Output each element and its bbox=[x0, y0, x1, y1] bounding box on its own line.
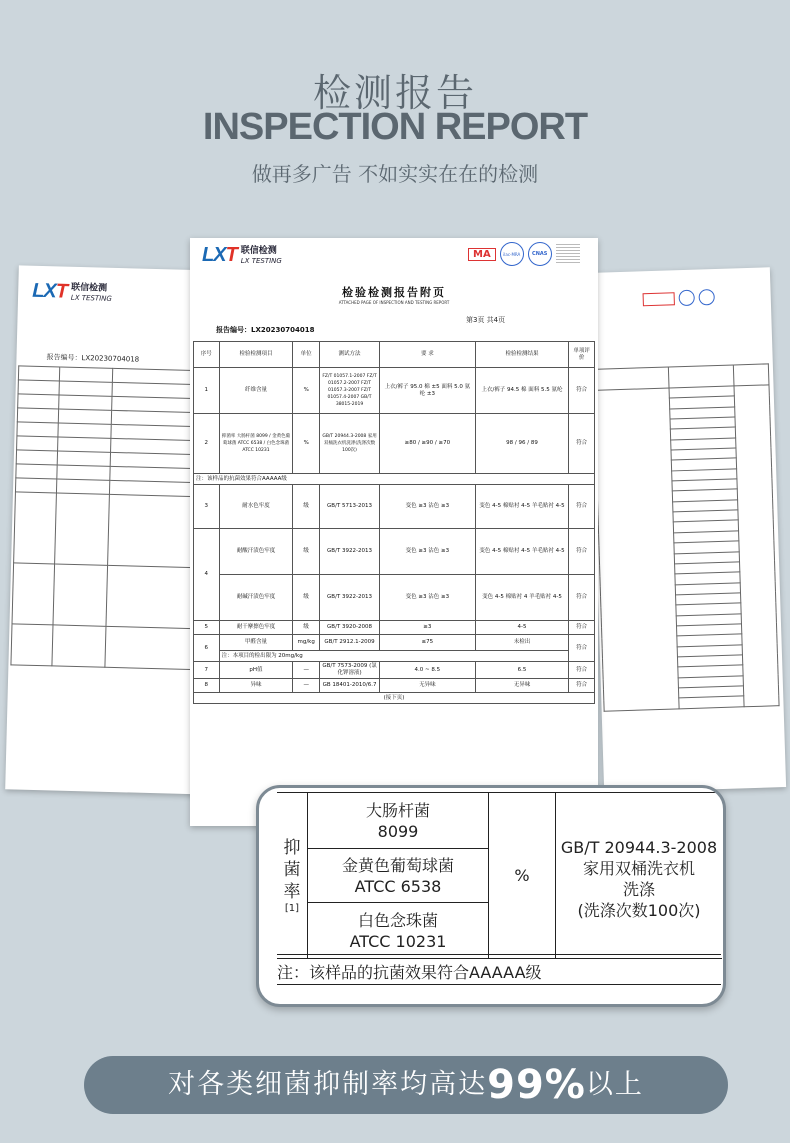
table-note: 注：本项目的检出限为 20mg/kg bbox=[219, 651, 569, 662]
table-header-row: 序号 检验检测项目 单位 测试方法 要 求 检验检测结果 单项评价 bbox=[194, 342, 595, 368]
banner-text-after: 以上 bbox=[585, 1069, 644, 1100]
results-table bbox=[193, 341, 595, 704]
cma-seal-icon bbox=[643, 292, 675, 306]
zoom-note: 注：该样品的抗菌效果符合AAAAA级 bbox=[277, 963, 542, 982]
brand-logo bbox=[32, 280, 112, 305]
report-number: 报告编号：LX20230704018 bbox=[216, 326, 315, 334]
table-row: 8 异味 — GB 18401-2010/6.7 无异味 无异味 符合 bbox=[194, 679, 595, 693]
table-row: 4 耐酸汗渍色牢度 级 GB/T 3922-2013 变色 ≥3 沾色 ≥3 变色 4-5 棉贴衬 4-5 羊毛贴衬 4-5 符合 bbox=[194, 529, 595, 575]
page-title-cn: 检测报告 bbox=[312, 71, 477, 115]
report-page-main bbox=[190, 238, 598, 826]
zoom-divider bbox=[277, 984, 721, 985]
zoom-method: GB/T 20944.3-2008 家用双桶洗衣机 洗涤 (洗涤次数100次) bbox=[556, 793, 723, 959]
claim-banner bbox=[84, 1056, 728, 1114]
brand-name-cn: 联信检测 bbox=[240, 245, 277, 256]
report-title-en: ATTACHED PAGE OF INSPECTION AND TESTING REPORT bbox=[338, 300, 450, 305]
zoom-bacteria-1: 大肠杆菌 8099 bbox=[308, 793, 489, 849]
cnas-seal-icon: CNAS bbox=[528, 242, 552, 266]
zoom-unit: % bbox=[489, 793, 556, 959]
right-result-table bbox=[593, 363, 780, 711]
brand-logo-main bbox=[202, 244, 282, 267]
table-note: 注：该样品的抗菌效果符合AAAAA级 bbox=[194, 474, 595, 485]
cnas-seal-icon bbox=[698, 289, 714, 305]
cert-seals bbox=[468, 242, 580, 266]
cert-fineprint bbox=[556, 243, 580, 265]
ilac-seal-icon: ilac-MRA bbox=[500, 242, 524, 266]
ilac-seal-icon bbox=[678, 290, 694, 306]
report-title: 检验检测报告附页 bbox=[342, 286, 446, 299]
table-row: 7 pH值 — GB/T 7573-2009 (氯化钾溶液) 4.0 ~ 8.5 6.5 符合 bbox=[194, 662, 595, 679]
lx-logo-icon: LXT bbox=[202, 244, 237, 266]
banner-highlight: 99% bbox=[487, 1062, 586, 1108]
left-report-no: 报告编号：LX20230704018 bbox=[46, 353, 140, 364]
table-row: 1 纤维含量 % FZ/T 01057.1-2007 FZ/T 01057.2-2007 FZ/T 01057.3-2007 FZ/T 01057.4-2007 GB/T 38015-2019 上衣/裤子 95.0 棉 ±5 面料 5.0 氨纶 ±3 上衣/裤子 94.5 棉 面料 5.5 氨纶 符合 bbox=[194, 368, 595, 414]
zoom-panel bbox=[256, 785, 726, 1007]
page-title-en: INSPECTION REPORT bbox=[202, 106, 588, 148]
zoom-divider bbox=[277, 954, 721, 955]
lx-logo-icon: LXT bbox=[31, 279, 68, 303]
brand-name-cn: 联信检测 bbox=[70, 282, 108, 294]
zoom-table bbox=[277, 792, 722, 959]
cma-seal-icon: MA bbox=[468, 248, 496, 261]
zoom-side-label: 抑菌率 [1] bbox=[277, 793, 308, 959]
zoom-bacteria-2: 金黄色葡萄球菌 ATCC 6538 bbox=[308, 849, 489, 903]
page-indicator: 第3页 共4页 bbox=[466, 316, 506, 324]
table-row: 2 抑菌率 大肠杆菌 8099 / 金黄色葡萄球菌 ATCC 6538 / 白色念珠菌 ATCC 10231 % GB/T 20944.3-2008 家用双桶洗衣机洗涤(洗涤次数100次) ≥80 / ≥90 / ≥70 98 / 96 / 89 符合 bbox=[194, 414, 595, 474]
table-row: 6 甲醛含量 mg/kg GB/T 2912.1-2009 ≤75 未检出 符合 bbox=[194, 635, 595, 651]
continue-label: (接下页) bbox=[194, 693, 595, 704]
left-info-table bbox=[10, 365, 218, 670]
table-row: 3 耐水色牢度 级 GB/T 5713-2013 变色 ≥3 沾色 ≥3 变色 4-5 棉贴衬 4-5 羊毛贴衬 4-5 符合 bbox=[194, 485, 595, 529]
page-subtitle: 做再多广告 不如实实在在的检测 bbox=[251, 162, 539, 186]
brand-name-en: LX TESTING bbox=[240, 256, 282, 265]
table-row: 5 耐干摩擦色牢度 级 GB/T 3920-2008 ≥3 4-5 符合 bbox=[194, 621, 595, 635]
banner-text-before: 对各类细菌抑制率均高达 bbox=[168, 1069, 488, 1100]
zoom-bacteria-3: 白色念珠菌 ATCC 10231 bbox=[308, 903, 489, 959]
report-page-right bbox=[588, 267, 786, 792]
table-row: 耐碱汗渍色牢度 级 GB/T 3922-2013 变色 ≥3 沾色 ≥3 变色 4-5 棉贴衬 4 羊毛贴衬 4-5 符合 bbox=[194, 575, 595, 621]
brand-name-en: LX TESTING bbox=[70, 293, 113, 303]
